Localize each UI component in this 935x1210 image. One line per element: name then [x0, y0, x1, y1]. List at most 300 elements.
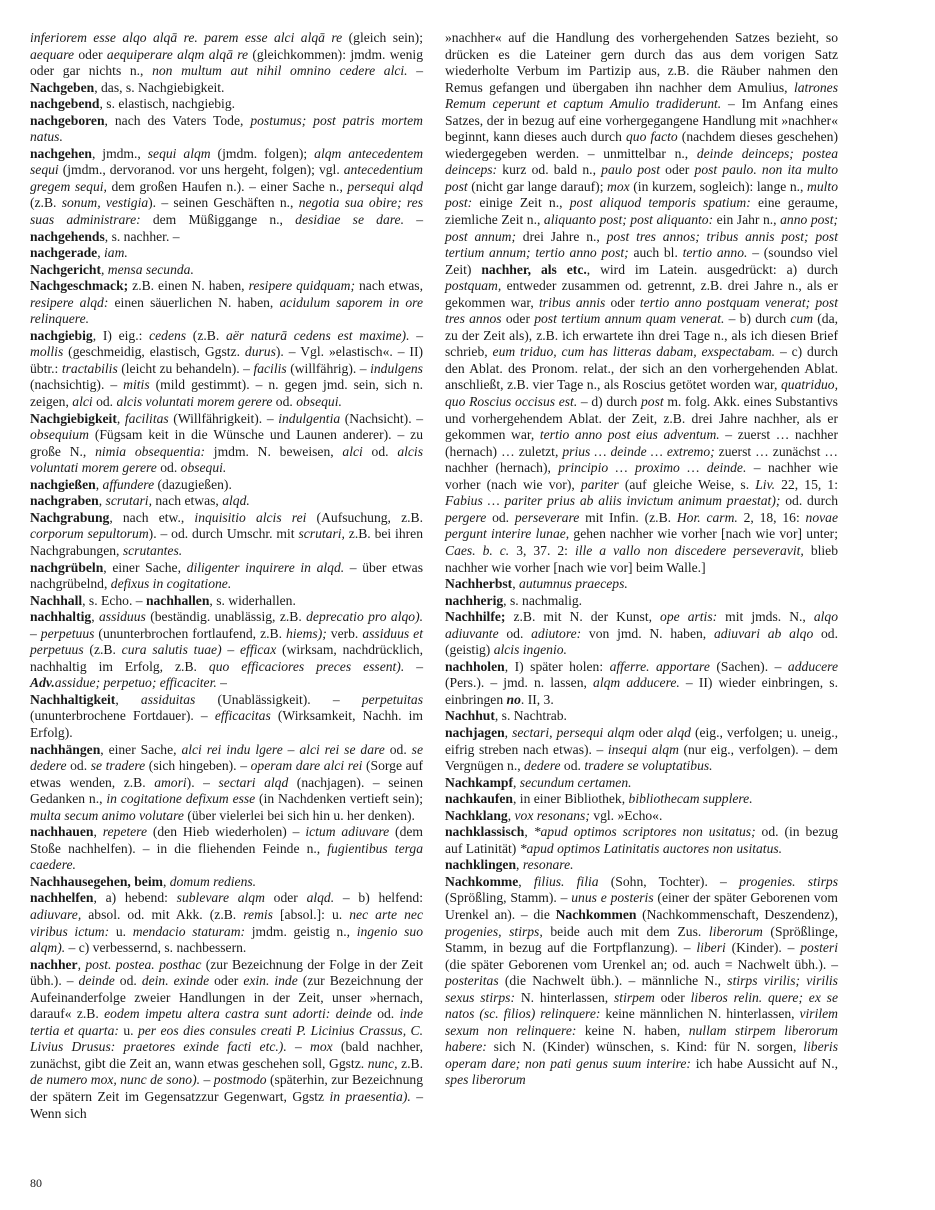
- latin-text: progenies, stirps,: [445, 923, 543, 939]
- entry-text: ein Jahr n.,: [713, 212, 781, 228]
- entry-text: (Sprößling, Stamm). –: [445, 890, 572, 906]
- headword: Nachherbst: [445, 576, 513, 592]
- latin-text: alqd.: [306, 890, 335, 906]
- latin-text: cum: [790, 311, 814, 327]
- latin-text: deprecatio pro alqo). – perpetuus: [30, 609, 423, 641]
- entry-text: –: [404, 212, 423, 228]
- latin-text: vox resonans;: [514, 807, 590, 823]
- entry-text: od.: [498, 625, 532, 641]
- latin-text: remis: [243, 906, 273, 922]
- latin-text: aër naturā cedens est maxime).: [225, 327, 410, 343]
- latin-text: non multum aut nihil omnino cedere alci.: [152, 63, 408, 79]
- entry-text: (Sprößlinge, Stamm, in bezug auf die Fortpflanzung). –: [445, 923, 839, 956]
- latin-text: eum triduo, cum has litteras dabam, exspectabam.: [492, 344, 776, 360]
- entry-text: ,: [100, 261, 108, 277]
- headword: nachklingen: [445, 857, 517, 873]
- latin-text: Caes. b. c.: [445, 542, 510, 558]
- latin-text: se tradere: [90, 758, 146, 774]
- entry-text: od.: [272, 394, 297, 410]
- dictionary-entry: [30, 96, 423, 113]
- headword: Nachgeben: [30, 79, 95, 95]
- entry-text: m. folg. Akk. eines Substantivs und vorhergehendem Ablat. der Zeit, z.B. drei Jahre nachher, als er gekommen war,: [445, 394, 838, 443]
- entry-text: dem Müßiggange n.,: [140, 212, 296, 228]
- latin-text: sectari, persequi alqm: [512, 724, 635, 740]
- latin-text: adiuvari ab alqo: [713, 625, 814, 641]
- latin-text: facilis: [253, 360, 287, 376]
- latin-text: adiuvare,: [30, 906, 82, 922]
- entry-text: (eig., verfolgen; u. uneig., eifrig streben nach etwas). –: [445, 724, 838, 757]
- entry-text: ,: [507, 807, 515, 823]
- entry-text: , s. nachher. –: [104, 228, 180, 244]
- headword: Nachgiebigkeit: [30, 410, 117, 426]
- latin-text: stirpem: [614, 989, 655, 1005]
- entry-text: , s. nachmalig.: [503, 592, 583, 608]
- latin-text: domum rediens.: [169, 873, 257, 889]
- headword: nachherig: [445, 592, 504, 608]
- latin-text: nimia obsequentia:: [95, 443, 206, 459]
- latin-text: bibliothecam supplere.: [628, 791, 753, 807]
- latin-text: posteri: [800, 940, 838, 956]
- entry-text: blieb nachher wie vorher [nach wie vor] beim Walle.]: [445, 542, 839, 575]
- latin-text: efficacitas: [214, 708, 271, 724]
- latin-text: dein. exinde: [141, 973, 210, 989]
- entry-text: (Wirksamkeit, Nachh. im Erfolg).: [30, 708, 423, 740]
- latin-text: amori: [154, 774, 187, 790]
- latin-text: per eos dies consules creati P. Licinius Crassus, C. Livius Drusus: praetores exinde facti etc.). – mox: [30, 1022, 423, 1055]
- latin-text: quatriduo, quo Roscius occisus est.: [445, 377, 838, 410]
- entry-text: oder: [209, 973, 244, 989]
- entry-text: absol. od. mit Akk. (z.B.: [81, 906, 244, 922]
- dictionary-entry: [30, 328, 423, 411]
- entry-text: (ununterbrochene Fortdauer). –: [30, 708, 215, 724]
- latin-text: postumus; post patris mortem natus.: [30, 112, 423, 145]
- latin-text: in praesentia).: [329, 1089, 411, 1104]
- entry-text: oder: [654, 989, 691, 1005]
- latin-text: assiduitas: [140, 691, 196, 707]
- entry-text: nach etwas,: [151, 493, 223, 509]
- latin-text: mensa secunda.: [107, 261, 194, 277]
- dictionary-entry: [445, 824, 838, 857]
- latin-text: exin. inde: [243, 973, 298, 989]
- entry-text: einige Zeit n.,: [472, 195, 570, 211]
- entry-text: (nachjagen). – seinen Gedanken n.,: [30, 774, 423, 807]
- latin-text: corporum sepultorum: [30, 526, 149, 542]
- headword: nachgeboren: [30, 112, 105, 128]
- headword: nachgrübeln: [30, 559, 104, 575]
- entry-text: drei Jahre n.,: [516, 228, 607, 244]
- entry-text: (beständig. unablässig, z.B.: [145, 609, 307, 625]
- headword: Nachhausegehen, beim: [30, 873, 163, 889]
- latin-text: sublevare alqm: [176, 890, 265, 906]
- dictionary-entry: [30, 245, 423, 262]
- dictionary-entry: [445, 659, 838, 709]
- entry-text: zuerst … zunächst … nachher (hernach),: [445, 443, 838, 476]
- dictionary-entry: [30, 692, 423, 742]
- entry-text: (Sohn, Tochter). –: [598, 873, 740, 889]
- entry-text: beide auch mit dem Zus.: [542, 923, 709, 939]
- latin-text: alci: [342, 443, 363, 459]
- latin-text: alqm antecedentem sequi: [30, 145, 424, 178]
- latin-text: durus: [244, 344, 276, 360]
- entry-text: (Willfährigkeit). –: [168, 410, 279, 426]
- entry-text: nach etwas,: [355, 278, 423, 294]
- latin-text: nunc,: [367, 1055, 398, 1071]
- latin-text: scrutari,: [105, 493, 152, 509]
- headword: Nachhilfe;: [445, 609, 506, 625]
- entry-text: (jmdm. folgen);: [210, 145, 315, 161]
- entry-text: , I) später holen:: [504, 658, 610, 674]
- latin-text: tractabilis: [61, 360, 118, 376]
- entry-text: (den Hieb wiederholen) –: [147, 824, 306, 840]
- entry-text: dem großen Haufen n.). – einer Sache n.,: [106, 178, 348, 194]
- latin-text: secundum certamen.: [519, 774, 632, 790]
- dictionary-entry: [30, 262, 423, 279]
- left-column: [30, 30, 423, 1122]
- entry-text: , nach des Vaters Tode,: [104, 112, 251, 128]
- latin-text: sectari alqd: [218, 774, 289, 790]
- latin-text: repetere: [102, 824, 147, 840]
- entry-text: ,: [95, 476, 103, 492]
- entry-text: , einer Sache,: [103, 559, 187, 575]
- latin-text: quo facto: [626, 129, 678, 145]
- entry-text: –: [216, 675, 227, 691]
- latin-text: latrones Remum ceperunt et captum Amulio tradiderunt.: [445, 79, 838, 112]
- dictionary-entry: [445, 808, 838, 825]
- latin-text: obsequi.: [180, 460, 227, 476]
- latin-text: post paulo. non ita multo post: [445, 162, 838, 194]
- entry-text: ,: [162, 873, 170, 889]
- entry-text: oder: [659, 162, 695, 178]
- entry-text: (sich hingeben). –: [145, 758, 251, 774]
- headword: Nachkomme: [445, 873, 519, 889]
- latin-text: sonum, vestigia: [61, 195, 149, 211]
- dictionary-entry: [30, 30, 423, 96]
- latin-text: se dedere: [30, 741, 423, 774]
- entry-text: od.: [114, 973, 142, 989]
- latin-text: persequi alqd: [347, 178, 423, 194]
- headword: nachgebend: [30, 96, 100, 112]
- entry-text: – c) verbessernd, s. nachbessern.: [65, 940, 247, 956]
- headword: nachhauen: [30, 824, 94, 840]
- entry-text: ). –: [186, 774, 219, 790]
- latin-text: progenies. stirps: [739, 873, 838, 889]
- latin-text: diligenter inquirere in alqd.: [186, 559, 345, 575]
- entry-text: [absol.]: u.: [272, 906, 350, 922]
- entry-text: u.: [118, 1022, 138, 1038]
- entry-text: oder: [74, 46, 107, 62]
- entry-text: (Fügsam keit in die Wünsche und Launen anderer). – zu große N.,: [30, 427, 423, 459]
- entry-text: , s. Nachtrab.: [494, 708, 567, 724]
- entry-text: ,: [512, 576, 520, 592]
- latin-text: assiduus: [98, 609, 146, 625]
- latin-text: stirps virilis; virilis sexus stirps:: [445, 973, 838, 1005]
- dictionary-entry: [445, 576, 838, 593]
- entry-text: , a) hebend:: [93, 890, 177, 906]
- entry-text: oder: [501, 311, 535, 327]
- latin-text: multo post:: [445, 178, 838, 211]
- entry-text: ,: [98, 493, 106, 509]
- latin-text: defixus in cogitatione.: [110, 576, 232, 592]
- latin-text: cura salutis tuae) – efficax: [121, 642, 277, 658]
- entry-text: ,: [518, 873, 534, 889]
- headword: nachholen: [445, 658, 505, 674]
- dictionary-entry: [445, 857, 838, 874]
- dictionary-entry: [30, 477, 423, 494]
- latin-text: tertio anno post eius adventum.: [539, 427, 720, 443]
- headword: Nachgrabung: [30, 509, 110, 525]
- entry-text: (wirksam, nachdrücklich, nachhaltig im Erfolg, z.B.: [30, 642, 423, 674]
- entry-text: ,: [91, 609, 99, 625]
- latin-text: de numero mox, nunc de sono). – postmodo: [30, 1072, 267, 1088]
- latin-text: alci rei indu lgere – alci rei se dare: [181, 741, 385, 757]
- headword: Nachgeschmack;: [30, 278, 129, 294]
- latin-text: aequare: [30, 46, 75, 62]
- entry-text: (dazugießen).: [154, 476, 232, 492]
- latin-text: tertio anno postquam venerat; post tres annos: [445, 294, 838, 327]
- latin-text: *apud optimos scriptores non usitatus;: [533, 824, 756, 840]
- latin-text: *apud optimos Latinitatis auctores non usitatus.: [519, 840, 783, 856]
- latin-text: anno post; post annum;: [445, 212, 839, 244]
- latin-text: principio … proximo … deinde.: [558, 460, 747, 476]
- entry-text: od.: [66, 758, 91, 774]
- entry-text: (geschmeidig, elastisch, Ggstz.: [63, 344, 245, 360]
- latin-text: liberos relin. quere; ex se natos (sc. filios) relinquere:: [445, 989, 838, 1022]
- entry-text: (einer der später Geborenen vom Urenkel an). – die: [445, 890, 838, 922]
- latin-text: post tertium annum quam venerat.: [534, 311, 725, 327]
- entry-text: Adv.: [30, 675, 55, 691]
- headword: nachgehen: [30, 145, 92, 161]
- latin-text: post aliquod temporis spatium:: [569, 195, 751, 211]
- entry-text: (z.B.: [186, 327, 226, 343]
- latin-text: ope artis:: [660, 609, 718, 625]
- headword: nachhallen: [145, 592, 210, 608]
- entry-text: od. (in bezug auf Latinität): [445, 824, 839, 856]
- entry-text: ,: [97, 245, 105, 261]
- latin-text: spes liberorum: [445, 1072, 526, 1088]
- headword: nachgiebig: [30, 327, 93, 343]
- entry-text: od. (geistig): [445, 625, 839, 658]
- latin-text: Fabius … pariter prius ab aliis invictum animum praestat);: [445, 493, 781, 509]
- latin-text: post. postea. posthac: [85, 956, 202, 972]
- dictionary-entry: [30, 609, 423, 692]
- latin-text: hiems);: [285, 625, 327, 641]
- dictionary-entry: [30, 278, 423, 328]
- entry-text: (Aufsuchung, z.B.: [306, 509, 423, 525]
- entry-text: (nur eig., verfolgen). – dem Vergnügen n.,: [445, 741, 838, 774]
- latin-text: alcis voluntati morem gerere: [30, 443, 423, 476]
- entry-text: keine N. haben,: [576, 1022, 689, 1038]
- entry-text: (gleichkommen): jmdm. wenig oder gar nichts n.,: [30, 46, 424, 79]
- entry-text: 22, 15, 1:: [775, 476, 838, 492]
- latin-text: aequiperare alqm alqā re: [106, 46, 249, 62]
- entry-text: jmdm. geistig n.,: [245, 923, 357, 939]
- entry-text: no: [506, 691, 521, 707]
- latin-text: negotia sua obire; res suas administrare:: [30, 195, 423, 228]
- entry-text: N. hinterlassen,: [515, 989, 614, 1005]
- latin-text: ingenio suo alqm).: [30, 923, 424, 956]
- headword: nachgießen: [30, 476, 96, 492]
- latin-text: acidulum saporem in ore relinquere.: [30, 294, 423, 327]
- entry-text: , einer Sache,: [100, 741, 182, 757]
- dictionary-entry: [30, 957, 423, 1122]
- latin-text: autumnus praeceps.: [519, 576, 628, 592]
- latin-text: in cogitatione defixum esse: [106, 791, 256, 807]
- latin-text: quo efficaciores preces essent). –: [208, 658, 423, 674]
- entry-text: mit jmds. N.,: [717, 609, 814, 625]
- entry-text: (ununterbrochen fortlaufend, z.B.: [94, 625, 286, 641]
- entry-text: ). – Vgl. »elastisch«. – II) übtr.:: [30, 344, 424, 376]
- latin-text: perseverare: [514, 509, 580, 525]
- entry-text: od.: [156, 460, 181, 476]
- latin-text: aliquanto post; post aliquanto:: [543, 212, 714, 228]
- entry-text: – b) durch: [724, 311, 791, 327]
- latin-text: adiutore:: [531, 625, 582, 641]
- dictionary-entry: [30, 411, 423, 477]
- entry-text: keine männlichen N. hinterlassen,: [600, 1006, 800, 1022]
- entry-text: ,: [524, 824, 534, 840]
- entry-text: (nicht gar lange darauf);: [467, 178, 608, 194]
- entry-text: – zuerst … nachher (hernach) … zuletzt,: [445, 427, 838, 459]
- entry-text: oder: [605, 294, 640, 310]
- headword: nachgehends: [30, 228, 105, 244]
- dictionary-entry: [445, 708, 838, 725]
- dictionary-entry: [445, 874, 838, 1089]
- dictionary-entry: [30, 593, 423, 610]
- entry-text: (jmdm., dervoranod. vor uns hergeht, folgen); vgl.: [58, 162, 344, 178]
- entry-text: (die Nachwelt übh.). – männliche N.,: [498, 973, 728, 989]
- entry-text: (Pers.). – jmd. n. lassen,: [445, 675, 594, 691]
- headword: nachher, als etc.: [481, 261, 587, 277]
- entry-text: (die später Geborenen vom Urenkel an; od. auch = Nachwelt übh.). –: [445, 956, 838, 972]
- latin-text: virilem sexum non relinquere:: [445, 1006, 838, 1038]
- entry-text: (späterhin, zur Bezeichnung der spätern Zeit im Gegensatzzur Gegenwart, Ggstz: [30, 1072, 423, 1104]
- entry-text: gehen nachher wie vorher [nach wie vor] unter;: [569, 526, 838, 542]
- dictionary-entry: [445, 593, 838, 610]
- latin-text: tribus annis: [538, 294, 606, 310]
- latin-text: dedere: [524, 758, 561, 774]
- latin-text: liberi: [696, 940, 726, 956]
- latin-text: tertio anno.: [682, 245, 748, 261]
- entry-text: – c) durch den Ablat. des Pronom. relat., der sich an den vorhergehenden Ablat. anschließt, z.B. vier Tage n., als Roscius getötet worden war,: [445, 344, 838, 393]
- entry-text: 2, 18, 16:: [737, 509, 806, 525]
- headword: nachjagen: [445, 724, 505, 740]
- dictionary-entry: [30, 146, 423, 245]
- entry-text: (Unablässigkeit). –: [195, 691, 362, 707]
- entry-text: od.: [486, 509, 515, 525]
- entry-text: , s. elastisch, nachgiebig.: [99, 96, 236, 112]
- dictionary-entry: [30, 560, 423, 593]
- headword: nachklassisch: [445, 824, 525, 840]
- latin-text: pariter: [580, 476, 619, 492]
- entry-text: ,: [504, 724, 513, 740]
- entry-text: – b) helfend:: [334, 890, 424, 906]
- latin-text: inferiorem esse alqo alqā re. parem esse alci alqā re: [30, 30, 343, 45]
- latin-text: deinde: [78, 973, 115, 989]
- dictionary-entry: [445, 609, 838, 659]
- dictionary-entry: [30, 874, 423, 891]
- latin-text: facilitas: [124, 410, 169, 426]
- entry-text: z.B. einen N. haben,: [128, 278, 249, 294]
- latin-text: Hor. carm.: [676, 509, 738, 525]
- entry-text: (zur Bezeichnung der Folge in der Zeit übh.). –: [30, 956, 423, 989]
- latin-text: alqm adducere.: [593, 675, 680, 691]
- entry-text: (da, zu der Zeit als), z.B. ich erwartete ihn drei Tage n., als ich diesen Brief schrieb,: [445, 311, 839, 360]
- latin-text: ille a vallo non discedere perseveravit,: [574, 542, 804, 558]
- entry-text: (Kinder). –: [725, 940, 801, 956]
- latin-text: alcis voluntati morem gerere: [116, 394, 273, 410]
- latin-text: operam dare alci rei: [250, 758, 363, 774]
- entry-text: ,: [93, 824, 103, 840]
- latin-text: antecedentium gregem sequi,: [30, 162, 423, 194]
- headword: nachhaltig: [30, 609, 92, 625]
- latin-text: scrutari,: [298, 526, 345, 542]
- entry-text: z.B.: [397, 1055, 423, 1071]
- latin-text: mollis: [30, 344, 64, 360]
- dictionary-entry: [445, 725, 838, 775]
- entry-text: od.: [560, 758, 585, 774]
- entry-text: (gleich sein);: [342, 30, 423, 45]
- entry-text: (nachsichtig). –: [30, 377, 124, 393]
- headword: Nachhall: [30, 592, 83, 608]
- latin-text: resipere quidquam;: [248, 278, 355, 294]
- latin-text: paulo post: [601, 162, 660, 178]
- entry-text: , das, s. Nachgiebigkeit.: [94, 79, 225, 95]
- latin-text: scrutantes.: [122, 542, 183, 558]
- latin-text: mox: [607, 178, 630, 194]
- latin-text: indulgens: [370, 360, 423, 376]
- entry-text: ,: [115, 691, 141, 707]
- entry-text: – d) durch: [577, 394, 641, 410]
- entry-text: kurz od. bald n.,: [497, 162, 602, 178]
- entry-text: – nachher wie vorher (nach wie vor),: [445, 460, 839, 492]
- dictionary-entry: [445, 30, 838, 576]
- latin-text: multa secum animo volutare: [30, 807, 184, 823]
- entry-text: (willfährig). –: [286, 360, 371, 376]
- entry-text: vgl. »Echo«.: [589, 807, 663, 823]
- headword: Nachhut: [445, 708, 495, 724]
- latin-text: unus e posteris: [571, 890, 654, 906]
- entry-text: (zur Bezeichnung der Aufeinanderfolge zweier Handlungen in der Zeit, unser »hernach, darauf« z.B.: [30, 973, 424, 1022]
- entry-text: oder: [634, 724, 667, 740]
- latin-text: prius … deinde … extremo;: [562, 443, 715, 459]
- latin-text: iam.: [104, 245, 128, 261]
- latin-text: desidiae se dare.: [295, 212, 404, 228]
- entry-text: od.: [384, 741, 412, 757]
- entry-text: eine geraume, ziemliche Zeit n.,: [445, 195, 838, 228]
- latin-text: perpetuitas: [361, 691, 423, 707]
- latin-text: Liv.: [755, 476, 776, 492]
- latin-text: posteritas: [445, 973, 499, 989]
- entry-text: . II, 3.: [520, 691, 554, 707]
- entry-text: (z.B.: [83, 642, 122, 658]
- latin-text: post tres annos; tribus annis post; post tertium annum; tertio anno post;: [445, 228, 838, 261]
- entry-text: , I) eig.:: [92, 327, 150, 343]
- entry-text: z.B. bei ihren Nachgrabungen,: [30, 526, 423, 558]
- latin-text: sequi alqm: [147, 145, 211, 161]
- dictionary-entry: [30, 493, 423, 510]
- entry-text: sich N. (Kinder) wünschen, s. Kind: für N. sorgen,: [486, 1039, 804, 1055]
- entry-text: , s. Echo. –: [82, 592, 146, 608]
- page-number: 80: [30, 1176, 42, 1190]
- entry-text: – Wenn sich: [30, 1089, 423, 1121]
- entry-text: (Nachkommenschaft, Deszendenz),: [636, 906, 838, 922]
- headword: nachgraben: [30, 493, 99, 509]
- dictionary-entry: [445, 791, 838, 808]
- dictionary-entry: [30, 742, 423, 825]
- headword: Nachgericht: [30, 261, 101, 277]
- entry-text: (dem Stoße nachhelfen). – in die fliehenden Feinde n.,: [30, 824, 423, 856]
- entry-text: od.: [362, 443, 398, 459]
